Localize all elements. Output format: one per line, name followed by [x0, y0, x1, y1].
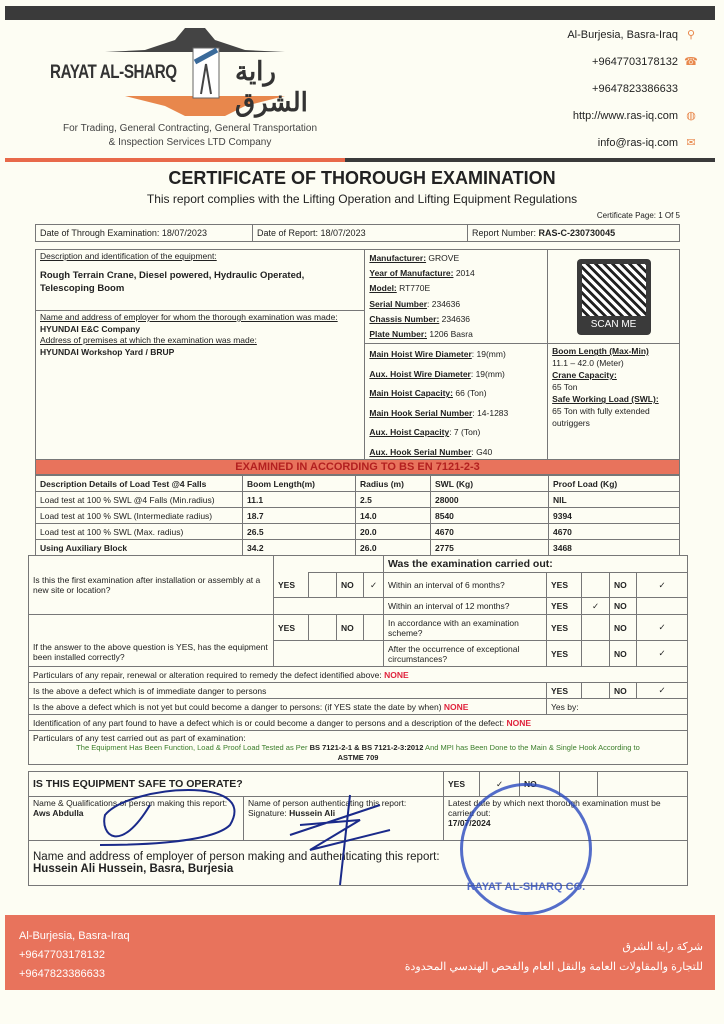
checkbox[interactable]: ✓	[480, 772, 520, 797]
contact-phone	[567, 76, 698, 103]
contact-email[interactable]	[567, 130, 698, 157]
phone-icon: ☎	[684, 56, 698, 68]
question: Is this the first examination after installation or assembly at a new site or location?	[29, 556, 274, 615]
location-pin-icon: ⚲	[686, 29, 696, 41]
exam-date: Date of Through Examination: 18/07/2023	[36, 225, 253, 242]
label: Description and identification of the equipment:	[40, 251, 217, 261]
footer	[5, 915, 715, 990]
label: Safe Working Load (SWL):	[552, 394, 659, 405]
question: Within an interval of 6 months?	[384, 573, 547, 598]
checkbox[interactable]	[309, 615, 337, 641]
company-name-ar: راية الشرق	[235, 56, 308, 117]
checkbox[interactable]: ✓	[582, 598, 610, 615]
page-number: Certificate Page: 1 Of 5	[596, 211, 680, 220]
envelope-icon: ✉	[686, 137, 696, 149]
checkbox[interactable]	[309, 573, 337, 598]
qr-label: SCAN ME	[590, 318, 637, 330]
dates-table	[35, 224, 680, 242]
company-stamp	[460, 783, 592, 915]
checkbox[interactable]	[582, 683, 610, 699]
checkbox[interactable]	[364, 615, 384, 641]
spec: Main Hoist Capacity: 66 (Ton)	[369, 388, 487, 399]
footer-contacts: Al-Burjesia, Basra-Iraq +9647703178132 +9647823386633	[19, 930, 130, 980]
page-title: CERTIFICATE OF THOROUGH EXAMINATION	[168, 168, 556, 188]
label: Name and address of employer for whom the thorough examination was made:	[40, 312, 338, 322]
section-heading: Was the examination carried out:	[384, 556, 688, 573]
qr-code[interactable]	[548, 250, 680, 344]
spec: Chassis Number: 234636	[369, 313, 471, 324]
page-subtitle: This report complies with the Lifting Operation and Lifting Equipment Regulations	[146, 192, 578, 206]
qr-code-icon	[582, 264, 646, 316]
checkbox[interactable]	[582, 573, 610, 598]
contact-address	[567, 22, 698, 49]
value: 65 Ton	[552, 382, 578, 393]
repair-row: Particulars of any repair, renewal or alteration required to remedy the defect identified above: NONE	[29, 667, 688, 683]
value: HYUNDAI E&C Company	[40, 323, 141, 334]
checkbox[interactable]	[560, 772, 598, 797]
question: After the occurrence of exceptional circumstances?	[384, 641, 547, 667]
employer-info	[36, 311, 365, 464]
spec: Main Hook Serial Number: 14-1283	[369, 407, 509, 418]
spec: Aux. Hook Serial Number: G40	[369, 446, 493, 457]
checkbox[interactable]	[582, 615, 610, 641]
contact-text: +9647823386633	[592, 83, 678, 95]
header-bar	[5, 6, 715, 20]
checkbox[interactable]: ✓	[637, 641, 688, 667]
equipment-description	[36, 250, 365, 311]
spec: Aux. Hoist Wire Diameter: 19(mm)	[369, 368, 505, 379]
value: RAS-C-230730045	[538, 228, 616, 238]
label: Boom Length (Max-Min)	[552, 346, 649, 357]
table-header: Description Details of Load Test @4 Falls Boom Length(m) Radius (m) SWL (Kg) Proof Load (Kg)	[36, 476, 680, 492]
contact-text[interactable]: http://www.ras-iq.com	[572, 110, 678, 122]
question: Within an interval of 12 months?	[384, 598, 547, 615]
globe-icon: ◍	[686, 110, 696, 122]
divider	[5, 158, 345, 162]
value: 65 Ton with fully extended outriggers	[552, 406, 650, 429]
contact-phone	[567, 49, 698, 76]
wire-specs	[365, 344, 548, 464]
next-exam-date: Latest date by which next thorough examination must be carried out: 17/07/2024	[444, 797, 688, 841]
report-maker: Name & Qualifications of person making this report: Aws Abdulla	[29, 797, 244, 841]
spec: Aux. Hoist Capacity: 7 (Ton)	[369, 427, 481, 438]
report-authenticator: Name of person authenticating this report: Signature: Hussein Ali	[244, 797, 444, 841]
equipment-table	[35, 249, 680, 464]
divider	[345, 158, 715, 162]
table-row: Load test at 100 % SWL (Intermediate radius) 18.7 14.0 8540 9394	[36, 508, 680, 524]
spec: Year of Manufacture: 2014	[369, 268, 475, 279]
contact-text: +9647703178132	[592, 56, 678, 68]
report-number	[468, 225, 680, 242]
label: Address of premises at which the examination was made:	[40, 335, 257, 345]
spec: Model: RT770E	[369, 283, 431, 294]
question: Is the above a defect which is of immediate danger to persons	[29, 683, 547, 699]
label: Report Number:	[472, 228, 539, 238]
company-tagline	[40, 122, 340, 150]
contact-text[interactable]: info@ras-iq.com	[597, 137, 678, 149]
boom-info	[548, 344, 680, 464]
spec: Main Hoist Wire Diameter: 19(mm)	[369, 349, 506, 360]
checkbox[interactable]: ✓	[637, 683, 688, 699]
question: Is the above a defect which is not yet but could become a danger to persons: (if YES state the date by when) NONE	[29, 699, 547, 715]
checkbox[interactable]: ✓	[637, 615, 688, 641]
load-test-banner: EXAMINED IN ACCORDING TO BS EN 7121-2-3	[35, 459, 680, 475]
company-logo	[45, 28, 345, 118]
examination-questions: Is this the first examination after installation or assembly at a new site or location? Was the examination carried out: YES NO ✓ Within an interval of 6 months? YES NO ✓ Within an interval of 12 months? YES ✓ NO If the answer to the above question is YES, has the equipment been installed correctly? YES NO In accordance with an examination scheme? YES NO ✓ After the occurrence of exceptional circumstances? YES NO ✓ Particulars of any repair, renewal or alteration required to remedy the defect identified above: NONE Is the above a defect which is of immediate danger to persons YES NO ✓ Is the above a defect which is not yet but could become a danger to persons: (if YES state the date by when) NONE Yes by: Identification of any part found to have a defect which is or could become a danger to persons and a description of the defect: NONE Particulars of any test carried out as part of examination: The Equipment Has Been Function, Load & Proof Load Tested as Per BS 7121-2-1 & BS 7121-2-3:2012 And MPI has Been Done to the Main & Single Hook According to ASTME 709	[28, 555, 688, 765]
table-row: Using Auxiliary Block 34.2 26.0 2775 3468	[36, 540, 680, 556]
safe-question: IS THIS EQUIPMENT SAFE TO OPERATE?	[29, 772, 444, 797]
value: HYUNDAI Workshop Yard / BRUP	[40, 346, 175, 357]
employer-row: Name and address of employer of person making and authenticating this report: Hussein Ali Hussein, Basra, Burjesia	[29, 841, 688, 886]
report-date: Date of Report: 18/07/2023	[253, 225, 468, 242]
question: In accordance with an examination scheme?	[384, 615, 547, 641]
spec: Serial Number: 234636	[369, 298, 461, 309]
equipment-specs	[365, 250, 548, 344]
table-row: Load test at 100 % SWL (Max. radius) 26.5 20.0 4670 4670	[36, 524, 680, 540]
contact-list	[567, 22, 698, 157]
contact-text: Al-Burjesia, Basra-Iraq	[567, 29, 678, 41]
yes-by-field[interactable]: Yes by:	[547, 699, 688, 715]
label: Crane Capacity:	[552, 370, 617, 381]
contact-website[interactable]	[567, 103, 698, 130]
footer-arabic: شركة راية الشرق للتجارة والمقاولات العامة والنقل العام والفحص الهندسي المحدودة	[404, 941, 703, 973]
company-name-en: RAYAT AL-SHARQ	[50, 62, 177, 83]
table-row: Load test at 100 % SWL @4 Falls (Min.radius) 11.1 2.5 28000 NIL	[36, 492, 680, 508]
spec: Manufacturer: GROVE	[369, 253, 460, 263]
checkbox[interactable]	[582, 641, 610, 667]
signoff-table: IS THIS EQUIPMENT SAFE TO OPERATE? YES ✓ NO Name & Qualifications of person making this report: Aws Abdulla Name of person authenticating this report: Signature: Hussein Ali Latest date by which next thorough examination must be carried out: 17/07/2024 Name and address of employer of person making and authenticating this report: Hussein Ali Hussein, Basra, Burjesia	[28, 771, 688, 886]
checkbox[interactable]: ✓	[364, 573, 384, 598]
identification-row: Identification of any part found to have a defect which is or could become a danger to persons and a description of the defect: NONE	[29, 715, 688, 731]
load-test-table	[35, 475, 680, 556]
spec: Plate Number: 1206 Basra	[369, 329, 473, 340]
tagline-line: For Trading, General Contracting, General Transportation	[62, 123, 318, 134]
value: 11.1 – 42.0 (Meter)	[552, 358, 624, 369]
checkbox[interactable]: ✓	[637, 573, 688, 598]
question: If the answer to the above question is YES, has the equipment been installed correctly?	[29, 615, 274, 667]
tagline-line: & Inspection Services LTD Company	[108, 137, 272, 148]
tests-row: Particulars of any test carried out as part of examination: The Equipment Has Been Function, Load & Proof Load Tested as Per BS 7121-2-1 & BS 7121-2-3:2012 And MPI has Been Done to the Main & Single Hook According to ASTME 709	[29, 731, 688, 765]
checkbox[interactable]	[637, 598, 688, 615]
stamp-text: RAYAT AL-SHARQ CO.	[466, 881, 586, 893]
value: Rough Terrain Crane, Diesel powered, Hydraulic Operated, Telescoping Boom	[40, 270, 305, 294]
